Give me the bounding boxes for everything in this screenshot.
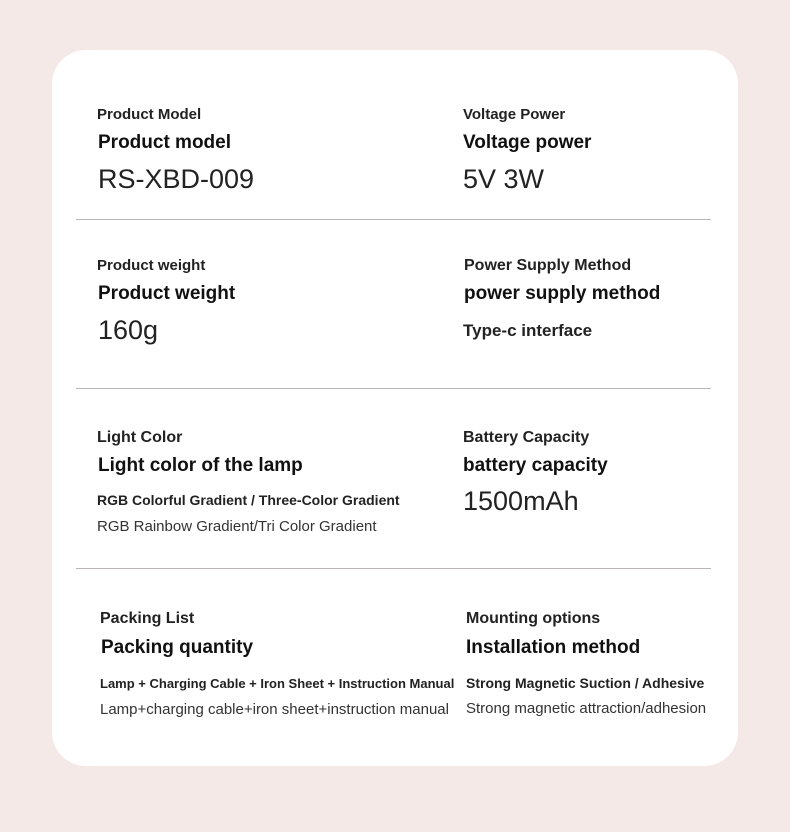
spec-value-en: Lamp + Charging Cable + Iron Sheet + Instruction Manual bbox=[100, 676, 455, 691]
spec-en-label: Power Supply Method bbox=[464, 257, 632, 274]
spec-value: RGB Rainbow Gradient/Tri Color Gradient bbox=[97, 518, 377, 535]
spec-value: Lamp+charging cable+iron sheet+instruction manual bbox=[100, 701, 449, 718]
row-divider bbox=[76, 568, 711, 569]
spec-en-label: Voltage Power bbox=[463, 106, 566, 123]
spec-en-label: Light Color bbox=[97, 429, 183, 446]
spec-label: Light color of the lamp bbox=[98, 455, 303, 476]
spec-label: power supply method bbox=[464, 283, 661, 304]
spec-value: RS-XBD-009 bbox=[98, 164, 255, 194]
spec-en-label: Packing List bbox=[100, 610, 195, 627]
spec-value: 1500mAh bbox=[463, 486, 579, 516]
spec-en-label: Product Model bbox=[97, 106, 202, 123]
spec-value: Type-c interface bbox=[463, 321, 593, 340]
row-divider bbox=[76, 388, 711, 389]
spec-label: Packing quantity bbox=[101, 637, 254, 658]
spec-value: 160g bbox=[98, 315, 159, 345]
spec-value: Strong magnetic attraction/adhesion bbox=[466, 700, 707, 717]
spec-label: Product model bbox=[98, 132, 232, 153]
spec-en-label: Product weight bbox=[97, 257, 206, 274]
spec-label: battery capacity bbox=[463, 455, 608, 476]
spec-label: Installation method bbox=[466, 637, 641, 658]
spec-label: Product weight bbox=[98, 283, 236, 304]
spec-value-en: RGB Colorful Gradient / Three-Color Gradient bbox=[97, 492, 400, 508]
spec-label: Voltage power bbox=[463, 132, 592, 153]
row-divider bbox=[76, 219, 711, 220]
spec-en-label: Mounting options bbox=[466, 610, 601, 627]
spec-value-en: Strong Magnetic Suction / Adhesive bbox=[466, 675, 705, 691]
spec-value: 5V 3W bbox=[463, 164, 545, 194]
spec-en-label: Battery Capacity bbox=[463, 429, 590, 446]
